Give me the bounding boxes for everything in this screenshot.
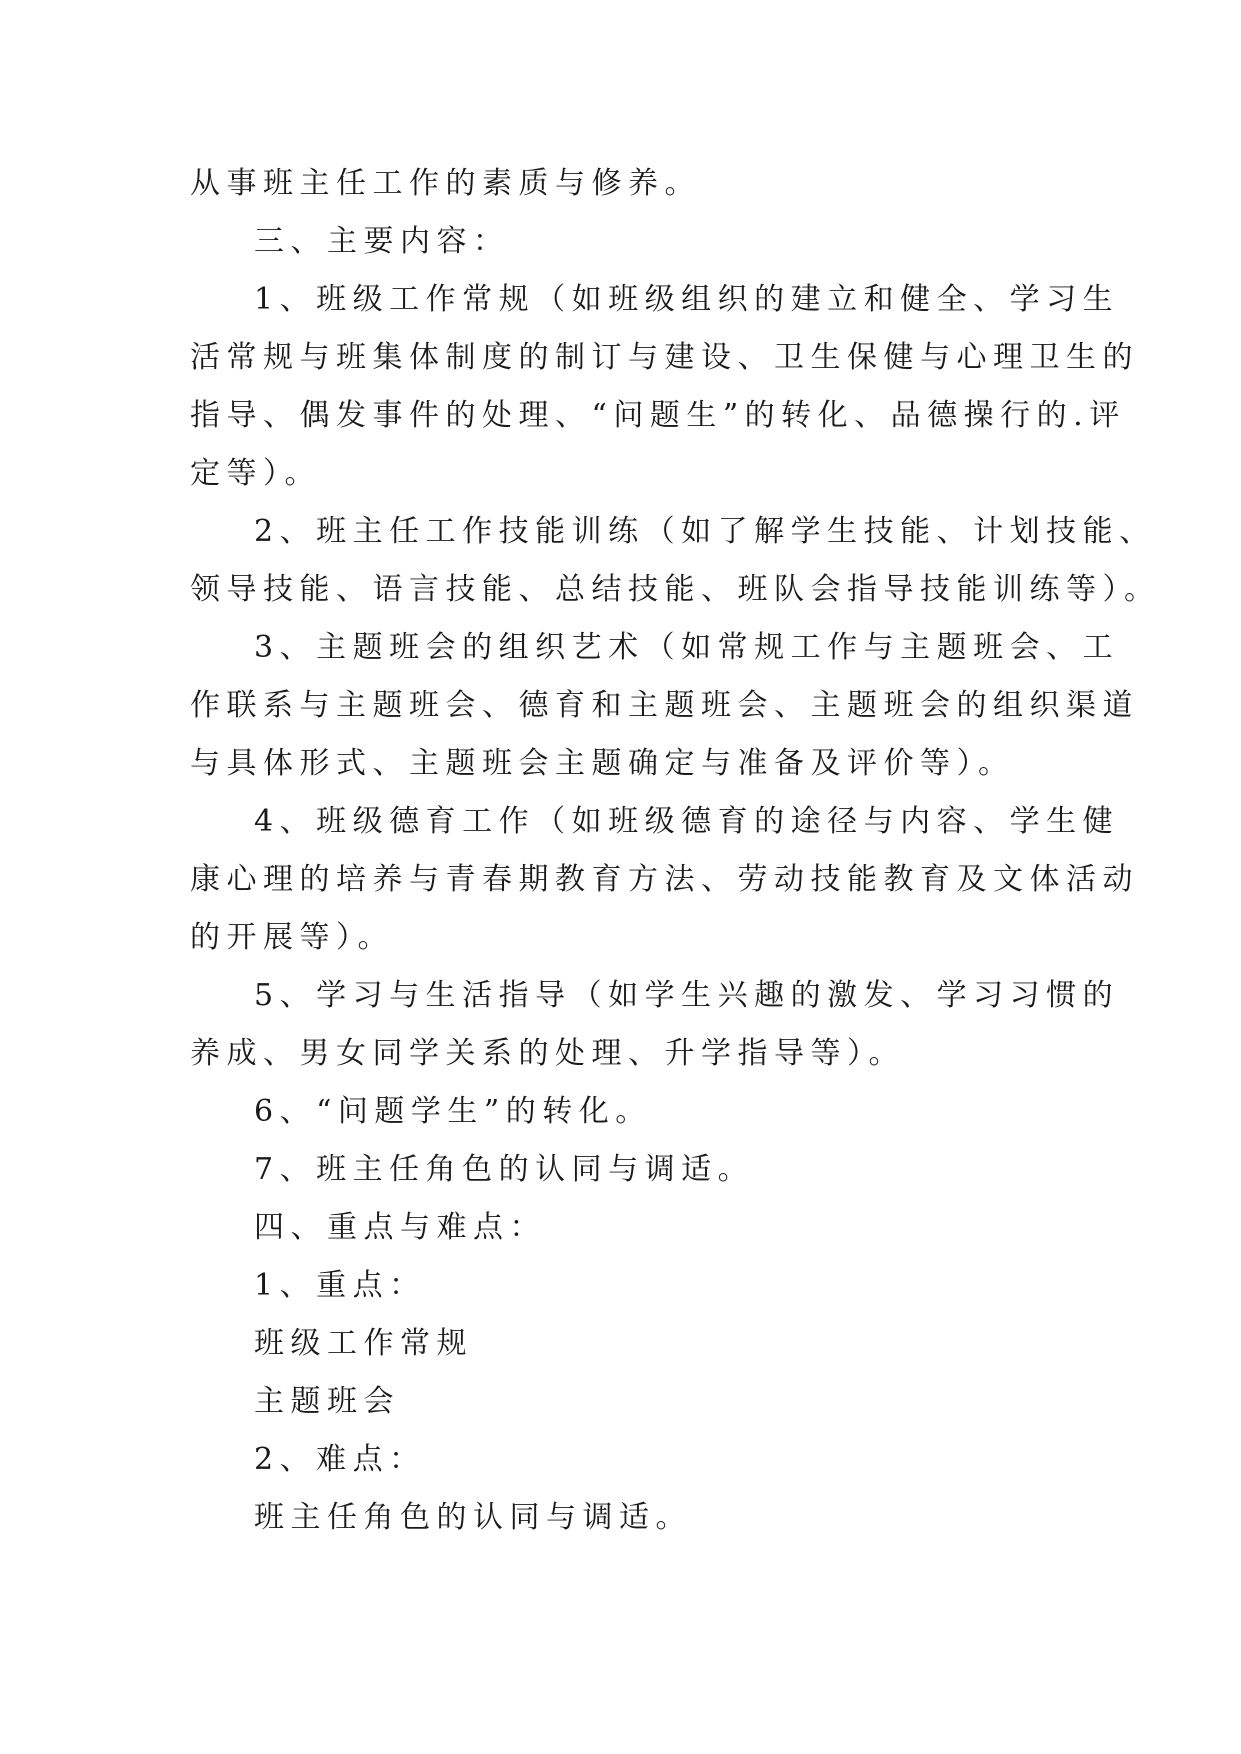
text-line: 活常规与班集体制度的制订与建设、卫生保健与心理卫生的 (190, 340, 1139, 375)
text-line: 与具体形式、主题班会主题确定与准备及评价等）。 (190, 746, 1015, 781)
text-line: 7、班主任角色的认同与调适。 (254, 1152, 755, 1187)
document-body (190, 155, 1161, 1547)
subheading-difficulty: 2、难点： (254, 1442, 426, 1477)
text-line: 2、班主任工作技能训练（如了解学生技能、计划技能、 (254, 514, 1156, 549)
subheading-key-point: 1、重点： (254, 1268, 426, 1303)
text-line: 5、学习与生活指导（如学生兴趣的激发、学习习惯的 (254, 978, 1120, 1013)
text-line: 作联系与主题班会、德育和主题班会、主题班会的组织渠道 (190, 688, 1139, 723)
text-line: 4、班级德育工作（如班级德育的途径与内容、学生健 (254, 804, 1120, 839)
text-line: 1、班级工作常规（如班级组织的建立和健全、学习生 (254, 282, 1120, 317)
text-line: 班主任角色的认同与调适。 (254, 1500, 692, 1535)
text-line: 班级工作常规 (254, 1326, 473, 1361)
text-line: 主题班会 (254, 1384, 400, 1419)
text-line: 3、主题班会的组织艺术（如常规工作与主题班会、工 (254, 630, 1120, 665)
text-line: 从事班主任工作的素质与修养。 (190, 166, 701, 201)
section-heading-main-content: 三、主要内容： (254, 224, 510, 259)
text-line: 康心理的培养与青春期教育方法、劳动技能教育及文体活动 (190, 862, 1139, 897)
text-line: 的开展等）。 (190, 920, 394, 955)
text-line: 领导技能、语言技能、总结技能、班队会指导技能训练等）。 (190, 572, 1161, 607)
text-line: 指导、偶发事件的处理、“问题生”的转化、品德操行的.评 (190, 398, 1126, 433)
text-line: 定等）。 (190, 456, 321, 491)
section-heading-key-points: 四、重点与难点： (254, 1210, 546, 1245)
text-line: 6、“问题学生”的转化。 (254, 1094, 652, 1129)
text-line: 养成、男女同学关系的处理、升学指导等）。 (190, 1036, 905, 1071)
